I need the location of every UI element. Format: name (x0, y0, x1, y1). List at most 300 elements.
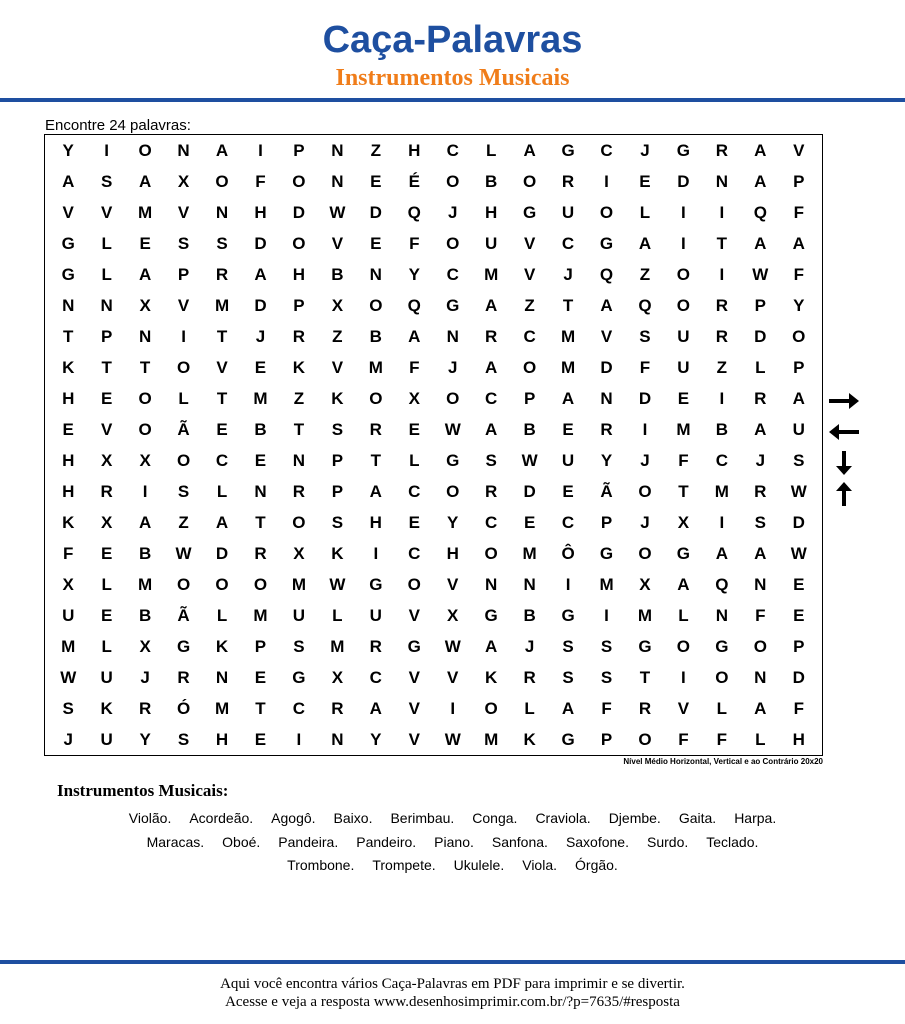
grid-cell: G (561, 140, 575, 160)
grid-cell: D (215, 543, 229, 563)
grid-cell: O (638, 543, 652, 563)
grid-cell: Y (370, 729, 382, 749)
grid-cell: V (100, 419, 113, 439)
grid-cell: P (331, 481, 344, 501)
grid-cell: P (523, 388, 536, 408)
word-list-item: Trompete. (372, 857, 436, 873)
grid-cell: T (255, 512, 266, 532)
grid-cell: V (600, 326, 613, 346)
grid-cell: T (101, 357, 112, 377)
grid-cell: X (100, 450, 113, 470)
grid-cell: K (485, 667, 498, 687)
grid-cell: O (176, 357, 191, 377)
grid-cell: O (676, 295, 691, 315)
grid-cell: T (216, 388, 228, 408)
grid-cell: I (296, 729, 302, 749)
grid-cell: N (715, 605, 728, 625)
grid-cell: E (370, 171, 382, 191)
grid-cell: M (484, 729, 499, 749)
grid-cell: A (62, 171, 75, 191)
grid-cell: Z (639, 264, 651, 284)
grid-cell: Y (139, 729, 151, 749)
grid-cell: V (523, 233, 536, 253)
grid-cell: O (292, 171, 306, 191)
grid-cell: N (62, 295, 75, 315)
grid-cell: F (255, 171, 266, 191)
grid-cell: N (331, 140, 344, 160)
word-list-item: Surdo. (647, 833, 689, 850)
word-list-item: Pandeiro. (356, 833, 417, 850)
grid-cell: O (753, 636, 767, 656)
grid-cell: G (176, 636, 191, 656)
grid-cell: M (560, 357, 576, 377)
grid-cell: A (677, 574, 690, 594)
grid-cell: M (560, 326, 576, 346)
instruction-text: Encontre 24 palavras: (45, 117, 191, 134)
grid-cell: R (138, 698, 152, 718)
grid-cell: O (446, 481, 460, 501)
grid-cell: X (139, 450, 151, 470)
grid-cell: D (292, 202, 306, 222)
grid-cell: J (63, 729, 73, 749)
grid-cell: W (329, 574, 346, 594)
grid-cell: J (140, 667, 150, 687)
level-note: Nível Médio Horizontal, Vertical e ao Contrário 20x20 (623, 757, 823, 766)
grid-cell: S (639, 326, 651, 346)
grid-cell: L (755, 729, 766, 749)
grid-cell: E (100, 543, 113, 563)
grid-cell: K (100, 698, 113, 718)
grid-cell: I (719, 264, 725, 284)
grid-cell: I (719, 388, 725, 408)
grid-cell: X (331, 667, 344, 687)
grid-cell: R (715, 295, 728, 315)
grid-cell: X (293, 543, 305, 563)
grid-cell: J (447, 357, 458, 377)
grid-cell: R (369, 636, 382, 656)
grid-cell: T (255, 698, 266, 718)
grid-cell: V (447, 574, 459, 594)
word-list-item: Violão. (128, 810, 172, 826)
grid-cell: Q (407, 202, 421, 222)
grid-cell: J (640, 140, 650, 160)
grid-cell: S (177, 233, 190, 253)
word-list-item: Sanfona. (491, 833, 548, 850)
grid-cell: K (62, 357, 75, 377)
grid-cell: S (754, 512, 766, 532)
grid-cell: E (254, 667, 267, 687)
grid-cell: G (61, 264, 75, 284)
grid-cell: O (446, 388, 460, 408)
grid-cell: A (754, 233, 767, 253)
grid-cell: N (215, 202, 229, 222)
grid-cell: G (369, 574, 383, 594)
grid-cell: F (716, 729, 728, 749)
word-list-item: Agogô. (271, 810, 316, 826)
grid-cell: H (446, 543, 459, 563)
grid-cell: N (600, 388, 613, 408)
grid-cell: L (178, 388, 189, 408)
grid-cell: Q (715, 574, 729, 594)
direction-arrows (828, 388, 860, 512)
grid-cell: L (216, 481, 228, 501)
grid-cell: U (561, 202, 575, 222)
grid-cell: L (101, 574, 112, 594)
grid-cell: E (254, 357, 267, 377)
grid-cell: N (331, 171, 344, 191)
grid-cell: O (715, 667, 729, 687)
grid-cell: B (138, 605, 152, 625)
grid-cell: U (792, 419, 805, 439)
grid-cell: A (754, 543, 767, 563)
grid-cell: G (561, 729, 575, 749)
grid-cell: L (409, 450, 420, 470)
grid-cell: A (369, 698, 382, 718)
grid-cell: G (599, 233, 614, 253)
grid-cell: R (215, 264, 229, 284)
grid-cell: K (62, 512, 75, 532)
grid-cell: U (100, 667, 113, 687)
grid-cell: F (678, 450, 689, 470)
grid-cell: M (61, 636, 76, 656)
grid-cell: W (175, 543, 192, 563)
grid-cell: G (638, 636, 652, 656)
grid-cell: I (373, 543, 379, 563)
grid-cell: O (138, 140, 152, 160)
grid-cell: T (216, 326, 228, 346)
grid-cell: R (485, 481, 498, 501)
arrow-right-icon (828, 388, 860, 414)
grid-cell: H (485, 202, 498, 222)
page-subtitle: Instrumentos Musicais (335, 65, 570, 91)
grid-cell: D (254, 295, 267, 315)
grid-cell: O (253, 574, 268, 594)
grid-cell: W (60, 667, 77, 687)
grid-cell: F (639, 357, 651, 377)
footer-line-2[interactable]: Acesse e veja a resposta www.desenhosimprimir.com.br/?p=7635/#resposta (225, 994, 680, 1010)
grid-cell: C (561, 233, 575, 253)
grid-cell: A (600, 295, 613, 315)
grid-cell: I (604, 605, 609, 625)
grid-cell: T (716, 233, 728, 253)
grid-cell: U (100, 729, 113, 749)
grid-cell: Z (178, 512, 189, 532)
grid-cell: P (600, 729, 613, 749)
grid-cell: O (176, 574, 191, 594)
grid-cell: T (370, 450, 382, 470)
grid-cell: O (292, 512, 306, 532)
grid-cell: R (254, 543, 267, 563)
grid-cell: W (444, 636, 461, 656)
grid-cell: S (100, 171, 113, 191)
page-title: Caça-Palavras (322, 19, 583, 61)
grid-cell: W (329, 202, 346, 222)
grid-cell: V (62, 202, 74, 222)
grid-cell: E (793, 574, 805, 594)
grid-cell: B (523, 419, 536, 439)
grid-cell: H (408, 140, 421, 160)
grid-cell: S (177, 481, 190, 501)
grid-cell: G (292, 667, 306, 687)
grid-cell: O (523, 357, 537, 377)
grid-cell: A (408, 326, 421, 346)
grid-cell: N (715, 171, 728, 191)
grid-cell: U (485, 233, 498, 253)
grid-cell: F (793, 202, 804, 222)
grid-cell: S (62, 698, 74, 718)
grid-cell: D (792, 667, 805, 687)
grid-cell: P (293, 140, 305, 160)
grid-cell: I (681, 202, 686, 222)
word-list-item: Saxofone. (565, 833, 629, 850)
grid-cell: N (754, 574, 767, 594)
grid-cell: N (100, 295, 113, 315)
grid-cell: T (639, 667, 651, 687)
grid-cell: M (676, 419, 691, 439)
grid-cell: F (409, 357, 420, 377)
grid-cell: Ó (176, 698, 191, 718)
grid-cell: H (62, 481, 75, 501)
grid-cell: D (792, 512, 805, 532)
grid-cell: C (485, 388, 498, 408)
grid-cell: O (369, 295, 383, 315)
word-list-item: Gaita. (678, 810, 717, 826)
grid-cell: U (561, 450, 575, 470)
grid-cell: N (215, 667, 229, 687)
grid-cell: S (331, 512, 344, 532)
grid-cell: C (715, 450, 728, 470)
grid-cell: O (484, 543, 498, 563)
grid-cell: V (177, 202, 190, 222)
grid-cell: D (369, 202, 382, 222)
grid-cell: W (521, 450, 538, 470)
grid-cell: A (523, 140, 536, 160)
grid-cell: D (677, 171, 690, 191)
grid-cell: Y (793, 295, 805, 315)
grid-cell: R (754, 388, 767, 408)
grid-cell: T (139, 357, 151, 377)
grid-cell: A (485, 357, 498, 377)
grid-cell: A (215, 512, 229, 532)
word-list-item: Órgão. (575, 857, 618, 873)
word-list-item: Viola. (522, 857, 558, 873)
grid-cell: J (563, 264, 573, 284)
grid-cell: P (754, 295, 766, 315)
grid-cell: Z (293, 388, 305, 408)
grid-cell: B (138, 543, 152, 563)
grid-cell: X (139, 295, 151, 315)
word-list-item: Acordeão. (189, 810, 254, 826)
grid-cell: O (638, 481, 652, 501)
grid-cell: N (138, 326, 152, 346)
grid-cell: A (485, 636, 498, 656)
grid-cell: C (408, 481, 421, 501)
grid-cell: I (719, 512, 725, 532)
word-list (40, 807, 865, 878)
grid-cell: L (101, 233, 112, 253)
grid-cell: R (331, 698, 344, 718)
grid-cell: O (369, 388, 383, 408)
grid-cell: R (292, 326, 306, 346)
grid-cell: S (216, 233, 228, 253)
grid-cell: Z (716, 357, 728, 377)
grid-cell: R (485, 326, 498, 346)
grid-cell: A (638, 233, 652, 253)
word-list-item: Pandeira. (278, 833, 339, 850)
grid-cell: H (369, 512, 382, 532)
grid-cell: N (523, 574, 536, 594)
grid-cell: X (62, 574, 74, 594)
grid-cell: C (408, 543, 421, 563)
grid-cell: C (446, 264, 459, 284)
grid-cell: N (331, 729, 344, 749)
grid-cell: A (138, 264, 152, 284)
grid-cell: C (369, 667, 382, 687)
grid-cell: B (369, 326, 382, 346)
grid-cell: M (484, 264, 499, 284)
grid-cell: H (292, 264, 306, 284)
grid-cell: N (292, 450, 306, 470)
grid-cell: R (292, 481, 306, 501)
grid-cell: L (332, 605, 343, 625)
grid-cell: F (755, 605, 766, 625)
footer-line-1: Aqui você encontra vários Caça-Palavras em PDF para imprimir e se divertir. (220, 976, 685, 992)
grid-cell: E (254, 450, 267, 470)
grid-cell: S (485, 450, 497, 470)
grid-cell: P (254, 636, 267, 656)
grid-cell: Q (753, 202, 767, 222)
grid-cell: G (676, 140, 691, 160)
grid-cell: T (678, 481, 689, 501)
grid-cell: C (523, 326, 536, 346)
grid-cell: E (523, 512, 536, 532)
grid-cell: B (715, 419, 728, 439)
grid-cell: J (255, 326, 266, 346)
grid-cell: E (100, 388, 113, 408)
grid-cell: H (792, 729, 805, 749)
grid-cell: Y (600, 450, 613, 470)
word-list-item: Piano. (434, 833, 474, 850)
grid-cell: V (677, 698, 690, 718)
grid-cell: R (638, 698, 652, 718)
grid-cell: K (215, 636, 229, 656)
grid-cell: H (215, 729, 229, 749)
grid-cell: V (523, 264, 536, 284)
grid-cell: T (293, 419, 305, 439)
grid-cell: L (755, 357, 766, 377)
grid-cell: E (100, 605, 113, 625)
grid-cell: O (599, 202, 614, 222)
grid-cell: P (177, 264, 190, 284)
word-list-item: Trombone. (287, 857, 355, 873)
grid-cell: Z (332, 326, 343, 346)
grid-cell: Y (62, 140, 74, 160)
grid-cell: O (484, 698, 498, 718)
grid-cell: I (142, 481, 148, 501)
grid-cell: W (790, 543, 807, 563)
grid-cell: K (331, 543, 344, 563)
grid-cell: S (600, 667, 613, 687)
grid-cell: E (639, 171, 651, 191)
grid-cell: G (523, 202, 537, 222)
grid-cell: J (640, 512, 650, 532)
grid-cell: X (677, 512, 690, 532)
grid-cell: O (215, 171, 229, 191)
grid-cell: A (215, 140, 229, 160)
grid-cell: M (522, 543, 537, 563)
grid-cell: D (754, 326, 767, 346)
grid-cell: O (446, 233, 460, 253)
grid-cell: F (601, 698, 612, 718)
grid-cell: I (681, 233, 686, 253)
grid-cell: E (62, 419, 74, 439)
grid-cell: I (719, 202, 725, 222)
grid-cell: V (331, 357, 344, 377)
grid-cell: J (524, 636, 535, 656)
grid-cell: A (561, 388, 575, 408)
grid-cell: J (640, 450, 650, 470)
grid-cell: O (292, 233, 306, 253)
word-list-item: Ukulele. (453, 857, 505, 873)
word-list-item: Oboé. (222, 833, 261, 850)
grid-cell: O (676, 264, 691, 284)
grid-cell: Ô (561, 543, 575, 563)
grid-cell: G (484, 605, 498, 625)
grid-cell: O (176, 450, 191, 470)
grid-cell: Z (524, 295, 535, 315)
grid-cell: S (793, 450, 805, 470)
word-list-item: Maracas. (146, 833, 205, 850)
grid-cell: I (604, 171, 609, 191)
grid-cell: R (523, 667, 536, 687)
grid-cell: X (331, 295, 344, 315)
grid-cell: L (678, 605, 689, 625)
grid-cell: W (444, 729, 461, 749)
arrow-down-icon (828, 450, 860, 476)
grid-cell: F (793, 264, 804, 284)
grid-cell: P (293, 295, 305, 315)
grid-cell: X (639, 574, 651, 594)
grid-cell: N (369, 264, 382, 284)
grid-cell: S (562, 636, 574, 656)
grid-cell: M (138, 574, 153, 594)
grid-cell: A (561, 698, 575, 718)
grid-cell: Ã (177, 419, 190, 439)
grid-cell: R (369, 419, 382, 439)
grid-cell: N (254, 481, 267, 501)
grid-cell: P (600, 512, 613, 532)
grid-cell: S (177, 729, 190, 749)
grid-cell: U (62, 605, 75, 625)
word-list-item: Baixo. (333, 810, 373, 826)
grid-cell: X (177, 171, 190, 191)
grid-cell: E (562, 419, 574, 439)
grid-cell: O (523, 171, 537, 191)
grid-cell: N (446, 326, 459, 346)
grid-cell: I (565, 574, 571, 594)
grid-cell: Y (408, 264, 420, 284)
grid-cell: X (408, 388, 420, 408)
grid-cell: O (407, 574, 421, 594)
grid-cell: V (331, 233, 344, 253)
grid-cell: A (754, 419, 767, 439)
grid-cell: E (408, 419, 420, 439)
grid-cell: C (215, 450, 229, 470)
grid-cell: I (181, 326, 186, 346)
grid-cell: V (793, 140, 805, 160)
grid-cell: W (752, 264, 769, 284)
grid-cell: V (408, 698, 420, 718)
